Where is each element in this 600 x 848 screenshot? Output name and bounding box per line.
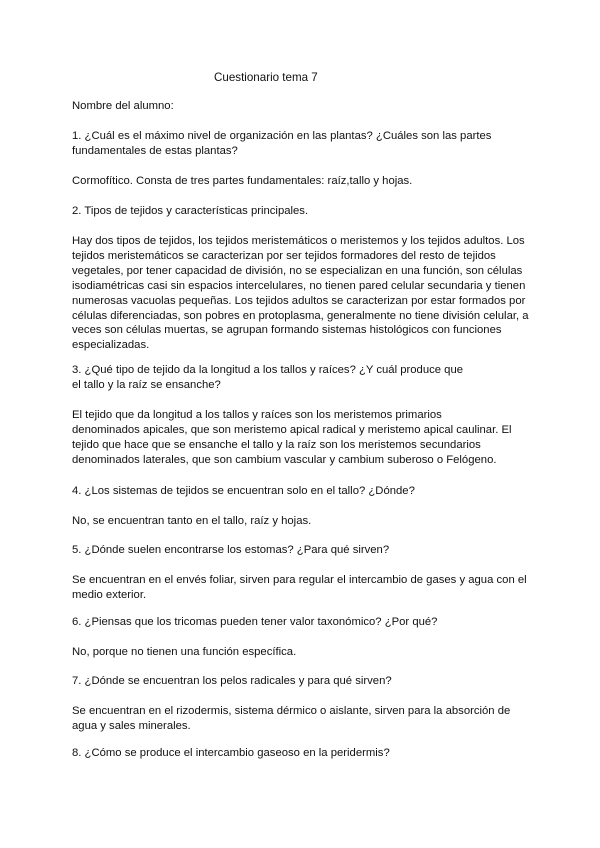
question-6: 6. ¿Piensas que los tricomas pueden tener valor taxonómico? ¿Por qué? xyxy=(72,616,438,628)
question-7: 7. ¿Dónde se encuentran los pelos radicales y para qué sirven? xyxy=(72,675,392,687)
document-title: Cuestionario tema 7 xyxy=(214,71,318,84)
answer-2: Hay dos tipos de tejidos, los tejidos meristemáticos o meristemos y los tejidos adultos. Los tejidos meristemáticos se caracterizan por ser tejidos formadores del resto de tejidos vegetales, por tener capacidad de división, no se especializan en una función, son células isodiamétricas casi sin espacios intercelulares, no tienen pared celular secundaria y tienen numerosas vacuolas pequeñas. Los tejidos adultos se caracterizan por estar formados por células diferenciadas, son pobres en protoplasma, generalmente no tiene división celular, a veces son células muertas, se agrupan formando sistemas histológicos con funciones especializadas. xyxy=(72,235,529,352)
answer-5: Se encuentran en el envés foliar, sirven para regular el intercambio de gases y agua con el medio exterior. xyxy=(72,574,527,601)
question-2: 2. Tipos de tejidos y características principales. xyxy=(72,205,309,217)
question-8: 8. ¿Cómo se produce el intercambio gaseoso en la peridermis? xyxy=(72,747,390,759)
answer-1: Cormofítico. Consta de tres partes fundamentales: raíz,tallo y hojas. xyxy=(72,175,413,187)
answer-3: El tejido que da longitud a los tallos y raíces son los meristemos primarios denominados apicales, que son meristemo apical radical y meristemo apical caulinar. El tejido que hace que se ensanche el tallo y la raíz son los meristemos secundarios denominados laterales, que son cambium vascular y cambium suberoso o Felógeno. xyxy=(72,409,512,466)
answer-6: No, porque no tienen una función específica. xyxy=(72,646,297,658)
student-name-label: Nombre del alumno: xyxy=(72,100,174,112)
question-3: 3. ¿Qué tipo de tejido da la longitud a los tallos y raíces? ¿Y cuál produce que el tallo y la raíz se ensanche? xyxy=(72,364,464,391)
answer-7: Se encuentran en el rizodermis, sistema dérmico o aislante, sirven para la absorción de agua y sales minerales. xyxy=(72,705,511,732)
question-4: 4. ¿Los sistemas de tejidos se encuentran solo en el tallo? ¿Dónde? xyxy=(72,485,415,497)
answer-4: No, se encuentran tanto en el tallo, raíz y hojas. xyxy=(72,515,312,527)
question-5: 5. ¿Dónde suelen encontrarse los estomas? ¿Para qué sirven? xyxy=(72,544,390,556)
question-1: 1. ¿Cuál es el máximo nivel de organización en las plantas? ¿Cuáles son las partes fundamentales de estas plantas? xyxy=(72,130,492,157)
